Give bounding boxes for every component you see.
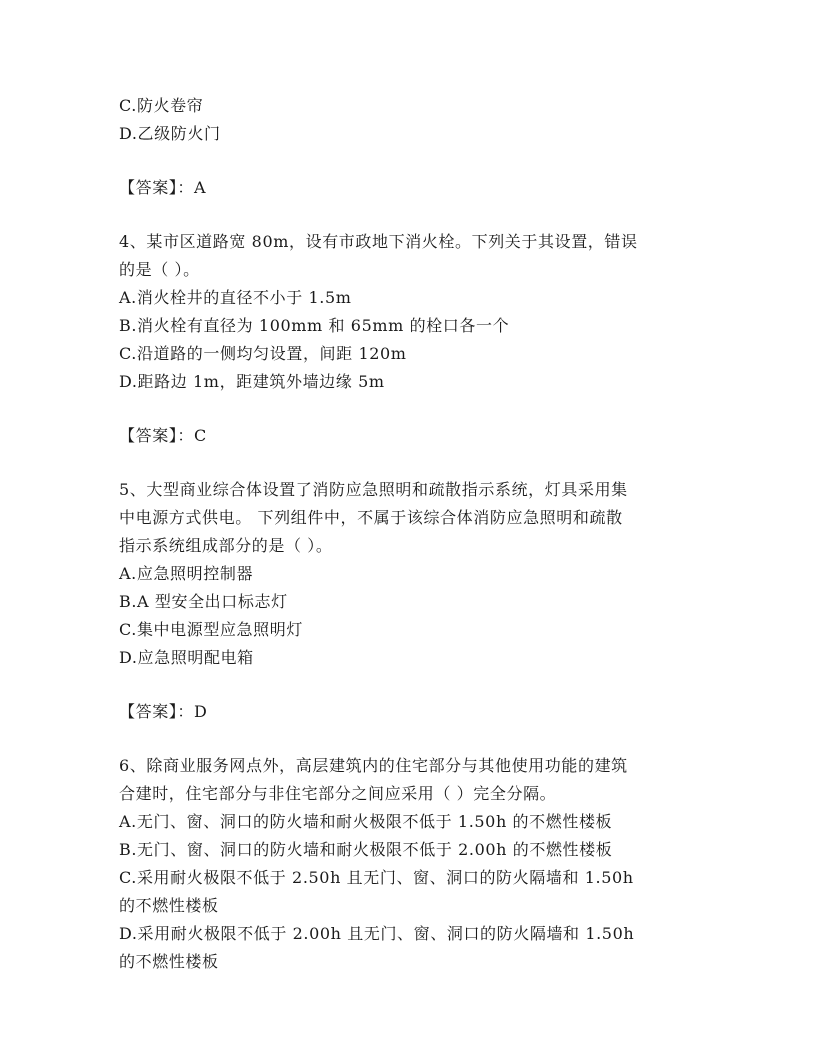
option-line: B.消火栓有直径为 100mm 和 65mm 的栓口各一个	[119, 316, 510, 335]
option-line: B.A 型安全出口标志灯	[119, 592, 288, 611]
question-4	[119, 228, 699, 476]
answer-line: 【答案】：D	[119, 702, 208, 721]
option-line: A.无门、窗、洞口的防火墙和耐火极限不低于 1.50h 的不燃性楼板	[119, 812, 613, 831]
option-line: A.消火栓井的直径不小于 1.5m	[119, 288, 352, 307]
question-stem: 的是（ ）。	[119, 260, 200, 279]
option-line: D.应急照明配电箱	[119, 648, 254, 667]
document-page	[119, 92, 699, 976]
option-line: D.采用耐火极限不低于 2.00h 且无门、窗、洞口的防火隔墙和 1.50h	[119, 924, 635, 943]
question-stem: 合建时，住宅部分与非住宅部分之间应采用（ ）完全分隔。	[119, 784, 557, 803]
option-line: C.集中电源型应急照明灯	[119, 620, 303, 639]
question-6	[119, 752, 699, 976]
question-stem: 指示系统组成部分的是（ ）。	[119, 536, 333, 555]
question-stem: 4、某市区道路宽 80m，设有市政地下消火栓。下列关于其设置，错误	[119, 232, 638, 251]
option-line: C.采用耐火极限不低于 2.50h 且无门、窗、洞口的防火隔墙和 1.50h	[119, 868, 634, 887]
question-stem: 6、除商业服务网点外，高层建筑内的住宅部分与其他使用功能的建筑	[119, 756, 628, 775]
question-stem: 5、大型商业综合体设置了消防应急照明和疏散指示系统，灯具采用集	[119, 480, 628, 499]
question-5	[119, 476, 699, 752]
option-line: D.距路边 1m，距建筑外墙边缘 5m	[119, 372, 385, 391]
answer-line: 【答案】：A	[119, 178, 207, 197]
answer-line: 【答案】：C	[119, 426, 207, 445]
option-line: 的不燃性楼板	[119, 952, 219, 971]
option-line: C.沿道路的一侧均匀设置，间距 120m	[119, 344, 407, 363]
option-line: 的不燃性楼板	[119, 896, 219, 915]
question-stem: 中电源方式供电。 下列组件中，不属于该综合体消防应急照明和疏散	[119, 508, 623, 527]
option-line: C.防火卷帘	[119, 96, 204, 115]
option-line: B.无门、窗、洞口的防火墙和耐火极限不低于 2.00h 的不燃性楼板	[119, 840, 613, 859]
option-line: D.乙级防火门	[119, 124, 221, 143]
option-line: A.应急照明控制器	[119, 564, 254, 583]
